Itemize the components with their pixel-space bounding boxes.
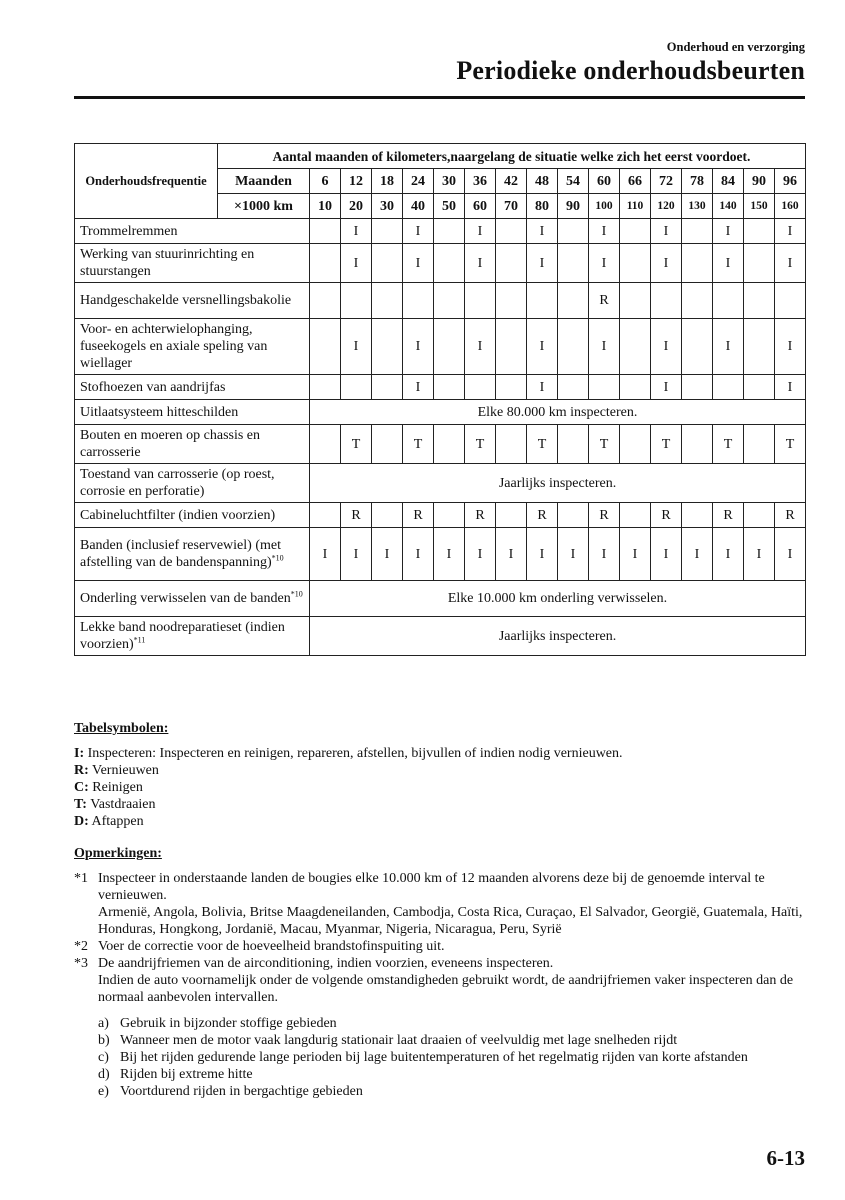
schedule-cell: R xyxy=(589,283,620,319)
month-header-cell: 6 xyxy=(310,169,341,194)
schedule-cell: I xyxy=(527,244,558,283)
legend-key: D: xyxy=(74,814,89,829)
schedule-cell xyxy=(620,425,651,464)
span-cell: Jaarlijks inspecteren. xyxy=(310,617,806,656)
month-header-cell: 78 xyxy=(682,169,713,194)
km-header-cell: 80 xyxy=(527,194,558,219)
note-body xyxy=(98,870,805,938)
schedule-cell xyxy=(434,244,465,283)
schedule-cell: I xyxy=(527,375,558,400)
schedule-cell xyxy=(744,319,775,375)
legend-text: Vastdraaien xyxy=(86,797,156,812)
schedule-cell xyxy=(682,244,713,283)
table-row xyxy=(75,581,806,617)
schedule-cell: R xyxy=(713,503,744,528)
months-label: Maanden xyxy=(218,169,310,194)
table-row xyxy=(75,503,806,528)
schedule-cell: R xyxy=(651,503,682,528)
note-text-extra: Indien de auto voornamelijk onder de volgende omstandigheden gebruikt wordt, de aandrijfriemen vaker inspecteren dan de normaal aanbevolen intervallen. xyxy=(98,973,794,1005)
month-header-cell: 72 xyxy=(651,169,682,194)
item-label-cell xyxy=(75,464,310,503)
month-header-cell: 36 xyxy=(465,169,496,194)
schedule-cell: I xyxy=(496,528,527,581)
schedule-cell: I xyxy=(713,319,744,375)
item-label-cell xyxy=(75,503,310,528)
schedule-cell xyxy=(465,283,496,319)
note-text-extra: Armenië, Angola, Bolivia, Britse Maagdeneilanden, Cambodja, Costa Rica, Curaçao, El Salvador, Georgië, Guatemala, Haïti, Honduras, Hongkong, Jordanië, Macau, Myanmar, Nigeria, Nicaragua, Peru, Syrië xyxy=(98,905,803,937)
item-label: Bouten en moeren op chassis en carrosserie xyxy=(80,428,261,460)
schedule-cell: I xyxy=(310,528,341,581)
item-label-cell xyxy=(75,425,310,464)
sublist-letter: a) xyxy=(98,1016,109,1031)
schedule-cell xyxy=(341,283,372,319)
schedule-cell xyxy=(496,219,527,244)
legend-text: Vernieuwen xyxy=(88,763,159,778)
schedule-cell xyxy=(465,375,496,400)
item-label: Stofhoezen van aandrijfas xyxy=(80,379,226,395)
schedule-cell xyxy=(775,283,806,319)
schedule-cell: I xyxy=(372,528,403,581)
table-row xyxy=(75,219,806,244)
note-text: De aandrijfriemen van de airconditioning, indien voorzien, eveneens inspecteren. xyxy=(98,956,554,971)
legend-text: Aftappen xyxy=(88,814,144,829)
schedule-cell: I xyxy=(341,244,372,283)
legend-item xyxy=(74,779,805,796)
schedule-cell: T xyxy=(651,425,682,464)
schedule-cell xyxy=(527,283,558,319)
sublist-letter: d) xyxy=(98,1067,110,1082)
sublist-text: Rijden bij extreme hitte xyxy=(120,1067,253,1082)
schedule-cell: I xyxy=(465,319,496,375)
schedule-cell: I xyxy=(744,528,775,581)
item-label: Banden (inclusief reservewiel) (met afstelling van de bandenspanning) xyxy=(80,538,281,570)
schedule-cell: R xyxy=(341,503,372,528)
table-row xyxy=(75,528,806,581)
month-header-cell: 30 xyxy=(434,169,465,194)
schedule-cell: R xyxy=(465,503,496,528)
schedule-cell: I xyxy=(434,528,465,581)
note-number: *2 xyxy=(74,939,88,954)
schedule-cell: T xyxy=(713,425,744,464)
month-header-cell: 54 xyxy=(558,169,589,194)
month-header-cell: 18 xyxy=(372,169,403,194)
month-header-cell: 96 xyxy=(775,169,806,194)
item-label-cell xyxy=(75,581,310,617)
schedule-cell xyxy=(620,283,651,319)
sublist-item xyxy=(98,1032,805,1049)
month-header-cell: 84 xyxy=(713,169,744,194)
schedule-cell xyxy=(496,425,527,464)
legend-key: R: xyxy=(74,763,89,778)
km-header-cell: 120 xyxy=(651,194,682,219)
item-label: Onderling verwisselen van de banden xyxy=(80,591,291,606)
schedule-cell xyxy=(310,425,341,464)
schedule-cell xyxy=(310,503,341,528)
schedule-cell: I xyxy=(341,528,372,581)
sublist-text: Bij het rijden gedurende lange perioden bij lage buitentemperaturen of het regelmatig rijden van korte afstanden xyxy=(120,1050,748,1065)
km-header-cell: 140 xyxy=(713,194,744,219)
schedule-cell xyxy=(744,503,775,528)
note-text: Voer de correctie voor de hoeveelheid brandstofinspuiting uit. xyxy=(98,939,445,954)
schedule-cell: I xyxy=(465,244,496,283)
schedule-cell: I xyxy=(651,319,682,375)
schedule-cell: R xyxy=(775,503,806,528)
schedule-cell xyxy=(496,375,527,400)
legend-item xyxy=(74,796,805,813)
item-label-cell xyxy=(75,375,310,400)
schedule-cell xyxy=(372,425,403,464)
month-header-cell: 66 xyxy=(620,169,651,194)
schedule-cell xyxy=(620,244,651,283)
table-row xyxy=(75,244,806,283)
frequency-label: Onderhoudsfrequentie xyxy=(75,144,218,219)
schedule-cell: I xyxy=(713,528,744,581)
schedule-cell xyxy=(620,503,651,528)
schedule-cell xyxy=(372,319,403,375)
schedule-cell xyxy=(558,319,589,375)
span-cell: Elke 80.000 km inspecteren. xyxy=(310,400,806,425)
table-row xyxy=(75,617,806,656)
schedule-cell xyxy=(558,244,589,283)
schedule-cell: I xyxy=(403,528,434,581)
schedule-cell xyxy=(372,503,403,528)
schedule-cell: I xyxy=(403,375,434,400)
legend-text: Inspecteren: Inspecteren en reinigen, repareren, afstellen, bijvullen of indien nodig vernieuwen. xyxy=(84,746,623,761)
schedule-cell xyxy=(341,375,372,400)
schedule-cell: R xyxy=(527,503,558,528)
schedule-cell xyxy=(744,425,775,464)
schedule-cell xyxy=(744,375,775,400)
schedule-cell xyxy=(620,219,651,244)
note-number: *1 xyxy=(74,871,88,886)
schedule-cell: I xyxy=(403,244,434,283)
footnote-ref: *10 xyxy=(290,589,303,599)
legend-title: Tabelsymbolen: xyxy=(74,721,169,736)
km-header-cell: 150 xyxy=(744,194,775,219)
remark-note xyxy=(74,870,805,938)
sublist-item xyxy=(98,1066,805,1083)
km-header-cell: 70 xyxy=(496,194,527,219)
remarks-title: Opmerkingen: xyxy=(74,846,162,861)
schedule-cell xyxy=(558,503,589,528)
note-body xyxy=(98,938,805,955)
table-main-header: Aantal maanden of kilometers,naargelang de situatie welke zich het eerst voordoet. xyxy=(218,144,806,169)
schedule-cell: I xyxy=(558,528,589,581)
item-label-cell xyxy=(75,528,310,581)
schedule-cell xyxy=(434,375,465,400)
schedule-cell xyxy=(496,503,527,528)
schedule-cell xyxy=(682,219,713,244)
schedule-cell: I xyxy=(589,319,620,375)
remark-note xyxy=(74,955,805,1006)
km-header-cell: 90 xyxy=(558,194,589,219)
schedule-cell xyxy=(589,375,620,400)
schedule-cell xyxy=(744,244,775,283)
item-label: Uitlaatsysteem hitteschilden xyxy=(80,404,239,420)
span-cell: Jaarlijks inspecteren. xyxy=(310,464,806,503)
table-row xyxy=(75,464,806,503)
legend-list xyxy=(74,745,805,830)
schedule-cell: I xyxy=(775,375,806,400)
km-label: ×1000 km xyxy=(218,194,310,219)
schedule-cell xyxy=(434,283,465,319)
item-label-cell xyxy=(75,219,310,244)
sublist-letter: e) xyxy=(98,1084,109,1099)
schedule-cell: I xyxy=(713,244,744,283)
table-row xyxy=(75,375,806,400)
schedule-cell: I xyxy=(589,528,620,581)
schedule-cell xyxy=(682,375,713,400)
schedule-cell xyxy=(682,425,713,464)
schedule-cell xyxy=(310,244,341,283)
schedule-cell xyxy=(682,319,713,375)
schedule-cell xyxy=(744,219,775,244)
schedule-cell: R xyxy=(403,503,434,528)
schedule-cell: I xyxy=(651,244,682,283)
schedule-cell: I xyxy=(341,319,372,375)
schedule-cell xyxy=(372,283,403,319)
schedule-cell: I xyxy=(527,528,558,581)
km-header-cell: 160 xyxy=(775,194,806,219)
schedule-cell xyxy=(403,283,434,319)
header-divider xyxy=(74,96,805,99)
month-header-cell: 48 xyxy=(527,169,558,194)
schedule-cell: T xyxy=(465,425,496,464)
schedule-cell xyxy=(310,283,341,319)
schedule-cell: I xyxy=(527,319,558,375)
item-label-cell xyxy=(75,617,310,656)
schedule-cell xyxy=(310,219,341,244)
item-label: Lekke band noodreparatieset (indien voorzien) xyxy=(80,620,285,652)
legend-key: C: xyxy=(74,780,89,795)
schedule-cell xyxy=(713,283,744,319)
schedule-cell xyxy=(682,283,713,319)
km-header-cell: 110 xyxy=(620,194,651,219)
remarks-list xyxy=(74,870,805,1006)
note-number: *3 xyxy=(74,956,88,971)
remarks-sublist xyxy=(98,1015,805,1100)
sublist-item xyxy=(98,1049,805,1066)
schedule-cell xyxy=(434,503,465,528)
schedule-cell: I xyxy=(403,319,434,375)
section-subtitle: Onderhoud en verzorging xyxy=(666,40,805,54)
remark-note xyxy=(74,938,805,955)
item-label: Trommelremmen xyxy=(80,223,178,239)
note-body xyxy=(98,955,805,1006)
schedule-cell: I xyxy=(651,375,682,400)
schedule-cell xyxy=(496,283,527,319)
schedule-cell xyxy=(496,319,527,375)
sublist-item xyxy=(98,1083,805,1100)
sublist-text: Voortdurend rijden in bergachtige gebieden xyxy=(120,1084,363,1099)
schedule-cell xyxy=(620,319,651,375)
item-label: Toestand van carrosserie (op roest, corrosie en perforatie) xyxy=(80,467,275,499)
schedule-cell: I xyxy=(620,528,651,581)
legend-item xyxy=(74,813,805,830)
schedule-cell: I xyxy=(775,319,806,375)
schedule-cell xyxy=(434,425,465,464)
schedule-cell: I xyxy=(775,244,806,283)
maintenance-schedule-table xyxy=(74,143,806,656)
table-row xyxy=(75,425,806,464)
legend-key: T: xyxy=(74,797,87,812)
schedule-cell: I xyxy=(465,219,496,244)
sublist-letter: b) xyxy=(98,1033,110,1048)
schedule-cell xyxy=(558,425,589,464)
schedule-cell xyxy=(434,319,465,375)
month-header-cell: 42 xyxy=(496,169,527,194)
footnote-ref: *11 xyxy=(133,635,146,645)
month-header-cell: 90 xyxy=(744,169,775,194)
schedule-cell: I xyxy=(403,219,434,244)
schedule-cell: I xyxy=(341,219,372,244)
footnote-ref: *10 xyxy=(271,553,284,563)
schedule-cell: I xyxy=(527,219,558,244)
schedule-cell: T xyxy=(589,425,620,464)
sublist-letter: c) xyxy=(98,1050,109,1065)
page-number: 6-13 xyxy=(766,1146,805,1170)
item-label-cell xyxy=(75,400,310,425)
km-header-cell: 10 xyxy=(310,194,341,219)
span-cell: Elke 10.000 km onderling verwisselen. xyxy=(310,581,806,617)
schedule-cell xyxy=(558,219,589,244)
km-header-cell: 130 xyxy=(682,194,713,219)
schedule-cell xyxy=(651,283,682,319)
schedule-cell xyxy=(620,375,651,400)
km-header-cell: 20 xyxy=(341,194,372,219)
item-label-cell xyxy=(75,244,310,283)
schedule-cell xyxy=(744,283,775,319)
table-row xyxy=(75,319,806,375)
sublist-item xyxy=(98,1015,805,1032)
page-title: Periodieke onderhoudsbeurten xyxy=(456,56,805,85)
km-header-cell: 40 xyxy=(403,194,434,219)
schedule-cell: T xyxy=(775,425,806,464)
km-header-cell: 50 xyxy=(434,194,465,219)
sublist-text: Wanneer men de motor vaak langdurig stationair laat draaien of veelvuldig met lage snelheden rijdt xyxy=(120,1033,678,1048)
schedule-cell: I xyxy=(775,219,806,244)
schedule-cell: T xyxy=(403,425,434,464)
schedule-cell xyxy=(310,319,341,375)
schedule-cell: I xyxy=(651,219,682,244)
legend-key: I: xyxy=(74,746,85,761)
km-header-cell: 60 xyxy=(465,194,496,219)
schedule-cell: I xyxy=(713,219,744,244)
table-row xyxy=(75,283,806,319)
schedule-cell xyxy=(434,219,465,244)
table-row xyxy=(75,400,806,425)
month-header-cell: 24 xyxy=(403,169,434,194)
schedule-cell xyxy=(372,244,403,283)
sublist-text: Gebruik in bijzonder stoffige gebieden xyxy=(120,1016,337,1031)
month-header-cell: 12 xyxy=(341,169,372,194)
schedule-cell xyxy=(372,375,403,400)
legend-text: Reinigen xyxy=(88,780,143,795)
schedule-cell xyxy=(558,283,589,319)
item-label: Werking van stuurinrichting en stuurstangen xyxy=(80,247,255,279)
schedule-cell: I xyxy=(589,244,620,283)
remarks-section xyxy=(74,845,805,1100)
item-label-cell xyxy=(75,319,310,375)
legend-item xyxy=(74,762,805,779)
schedule-cell: I xyxy=(651,528,682,581)
km-header-cell: 100 xyxy=(589,194,620,219)
schedule-cell: I xyxy=(682,528,713,581)
legend-section xyxy=(74,720,805,830)
schedule-cell: I xyxy=(589,219,620,244)
km-header-cell: 30 xyxy=(372,194,403,219)
schedule-cell: I xyxy=(775,528,806,581)
item-label: Cabineluchtfilter (indien voorzien) xyxy=(80,507,276,523)
schedule-cell xyxy=(713,375,744,400)
schedule-cell xyxy=(310,375,341,400)
item-label: Voor- en achterwielophanging, fuseekogels en axiale speling van wiellager xyxy=(80,322,268,371)
month-header-cell: 60 xyxy=(589,169,620,194)
schedule-cell xyxy=(558,375,589,400)
legend-item xyxy=(74,745,805,762)
schedule-cell: R xyxy=(589,503,620,528)
schedule-cell xyxy=(372,219,403,244)
item-label-cell xyxy=(75,283,310,319)
schedule-cell: T xyxy=(341,425,372,464)
schedule-cell xyxy=(682,503,713,528)
schedule-cell: I xyxy=(465,528,496,581)
note-text: Inspecteer in onderstaande landen de bougies elke 10.000 km of 12 maanden alvorens deze bij de genoemde interval te vernieuwen. xyxy=(98,871,765,903)
item-label: Handgeschakelde versnellingsbakolie xyxy=(80,293,292,308)
schedule-cell xyxy=(496,244,527,283)
schedule-cell: T xyxy=(527,425,558,464)
